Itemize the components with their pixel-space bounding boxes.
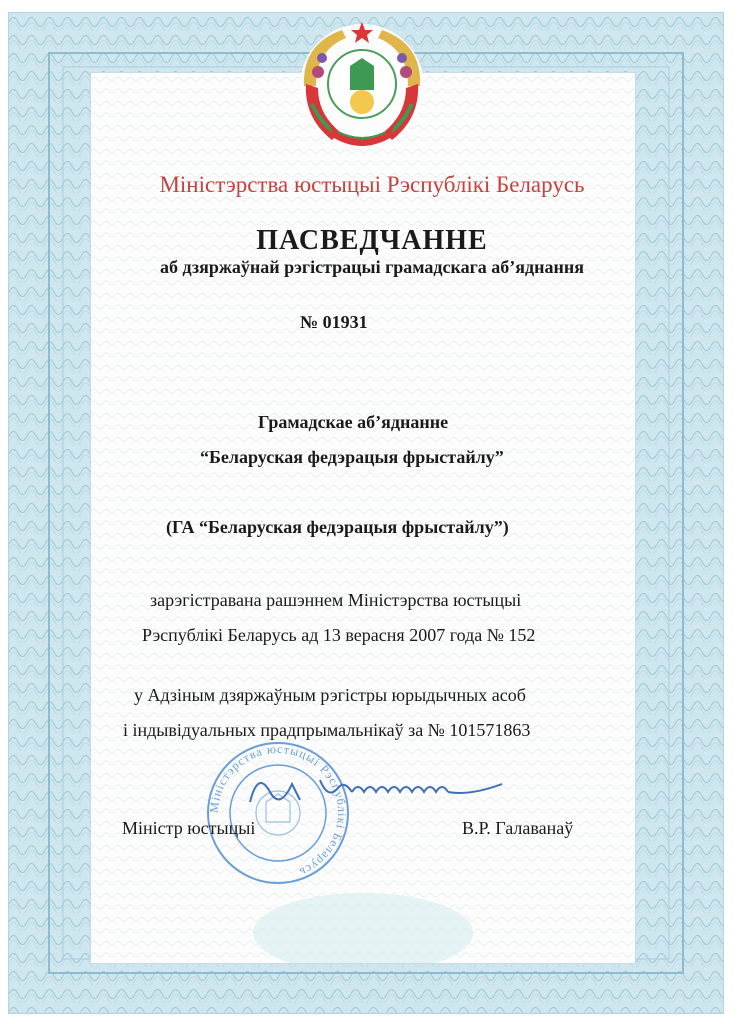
organization-name: “Беларуская федэрацыя фрыстайлу” — [200, 447, 504, 467]
ministry-heading: Міністэрства юстыцыі Рэспублікі Беларусь — [159, 172, 585, 197]
registration-line-2: Рэспублікі Беларусь ад 13 верасня 2007 года № 152 — [142, 625, 536, 645]
minister-title: Міністр юстыцыі — [122, 818, 256, 838]
registration-line-1: зарэгістравана рашэннем Міністэрства юстыцыі — [150, 590, 522, 610]
organization-type: Грамадскае аб’яднанне — [258, 412, 449, 432]
organization-short-name: (ГА “Беларуская федэрацыя фрыстайлу”) — [166, 517, 509, 537]
minister-name: В.Р. Галаванаў — [462, 818, 574, 838]
document-title: ПАСВЕДЧАННЕ — [256, 225, 488, 256]
stamp-text: Міністэрства юстыцыі Рэспублікі Беларусь — [206, 741, 350, 880]
registration-line-3: у Адзіным дзяржаўным рэгістры юрыдычных асоб — [134, 685, 526, 705]
certificate-number: № 01931 — [300, 312, 368, 332]
coat-of-arms-emblem — [282, 14, 442, 154]
registration-line-4: і індывідуальных прадпрымальнікаў за № 101571863 — [123, 720, 531, 740]
document-subtitle: аб дзяржаўнай рэгістрацыі грамадскага аб’яднання — [160, 257, 584, 277]
signature — [240, 760, 520, 820]
